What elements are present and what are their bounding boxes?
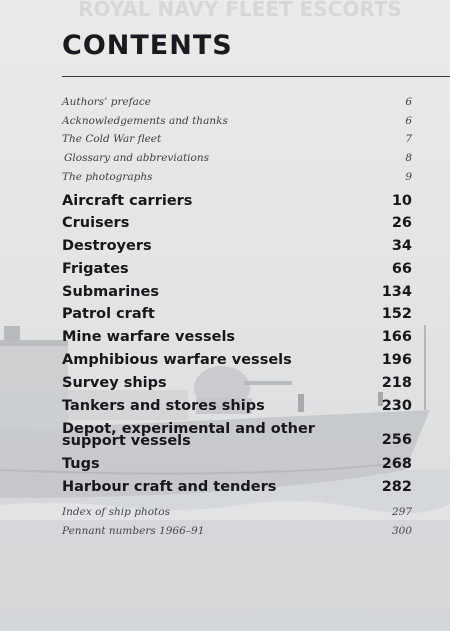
faded-header-text: ROYAL NAVY FLEET ESCORTS [78, 0, 402, 21]
toc-chapter-page: 26 [391, 215, 412, 231]
toc-chapter-page: 34 [391, 238, 412, 254]
toc-chapter-frigates[interactable] [62, 261, 412, 279]
toc-chapter-submarines[interactable] [62, 284, 412, 302]
toc-entry-glossary[interactable] [62, 152, 412, 166]
toc-entry-label: Pennant numbers 1966–91 [62, 525, 205, 537]
toc-chapter-label: Tugs [62, 456, 100, 472]
toc-entry-cold-war-fleet[interactable] [62, 133, 412, 147]
toc-chapter-depot-experimental-support[interactable] [62, 423, 412, 449]
toc-entry-page: 8 [405, 152, 412, 164]
toc-chapter-label: Amphibious warfare vessels [62, 352, 292, 368]
toc-chapter-amphibious-warfare-vessels[interactable] [62, 352, 412, 370]
toc-chapter-page: 134 [381, 284, 412, 300]
toc-entry-page: 297 [391, 506, 412, 518]
toc-chapter-label: Cruisers [62, 215, 130, 231]
toc-chapter-harbour-craft-and-tenders[interactable] [62, 479, 412, 497]
toc-chapter-label: Tankers and stores ships [62, 398, 265, 414]
toc-entry-label: Index of ship photos [62, 506, 170, 518]
toc-chapter-tugs[interactable] [62, 456, 412, 474]
toc-chapter-label: Harbour craft and tenders [62, 479, 277, 495]
toc-chapter-label: Submarines [62, 284, 159, 300]
toc-chapter-page: 10 [391, 193, 412, 209]
toc-entry-photographs[interactable] [62, 171, 412, 185]
toc-chapter-patrol-craft[interactable] [62, 306, 412, 324]
toc-chapter-page: 230 [381, 398, 412, 414]
toc-chapter-survey-ships[interactable] [62, 375, 412, 393]
toc-entry-page: 6 [405, 115, 412, 127]
toc-chapter-label: Destroyers [62, 238, 152, 254]
toc-entry-pennant-numbers[interactable] [62, 525, 412, 539]
toc-entry-page: 9 [405, 171, 412, 183]
toc-entry-acknowledgements[interactable] [62, 115, 412, 129]
toc-chapter-label: Patrol craft [62, 306, 155, 322]
toc-chapter-page: 196 [381, 352, 412, 368]
toc-chapter-page: 218 [381, 375, 412, 391]
toc-chapter-page: 66 [391, 261, 412, 277]
toc-chapter-label: Frigates [62, 261, 129, 277]
toc-chapter-page: 152 [381, 306, 412, 322]
toc-entry-page: 6 [405, 96, 412, 108]
toc-chapter-page: 282 [381, 479, 412, 495]
toc-entry-index-of-ship-photos[interactable] [62, 506, 412, 520]
toc-entry-label: Authors’ preface [62, 96, 151, 108]
toc-chapter-tankers-and-stores-ships[interactable] [62, 398, 412, 416]
toc-chapter-destroyers[interactable] [62, 238, 412, 256]
toc-chapter-label: Mine warfare vessels [62, 329, 236, 345]
toc-chapter-page: 166 [381, 329, 412, 345]
toc-entry-label: The Cold War fleet [62, 133, 162, 145]
toc-entry-label: Acknowledgements and thanks [62, 115, 228, 127]
toc-entry-label: The photographs [62, 171, 153, 183]
page-title: CONTENTS [62, 30, 233, 61]
toc-chapter-page: 256 [381, 432, 412, 448]
title-divider [62, 76, 450, 77]
toc-chapter-label: Depot, experimental and other support vessels [62, 421, 315, 449]
toc-chapter-aircraft-carriers[interactable] [62, 193, 412, 211]
toc-chapter-page: 268 [381, 456, 412, 472]
toc-chapter-mine-warfare-vessels[interactable] [62, 329, 412, 347]
toc-entry-label: Glossary and abbreviations [64, 152, 210, 164]
toc-chapter-cruisers[interactable] [62, 215, 412, 233]
toc-entry-page: 7 [405, 133, 412, 145]
toc-entry-page: 300 [391, 525, 412, 537]
toc-chapter-label: Aircraft carriers [62, 193, 193, 209]
toc-entry-authors-preface[interactable] [62, 96, 412, 110]
toc-chapter-label: Survey ships [62, 375, 167, 391]
